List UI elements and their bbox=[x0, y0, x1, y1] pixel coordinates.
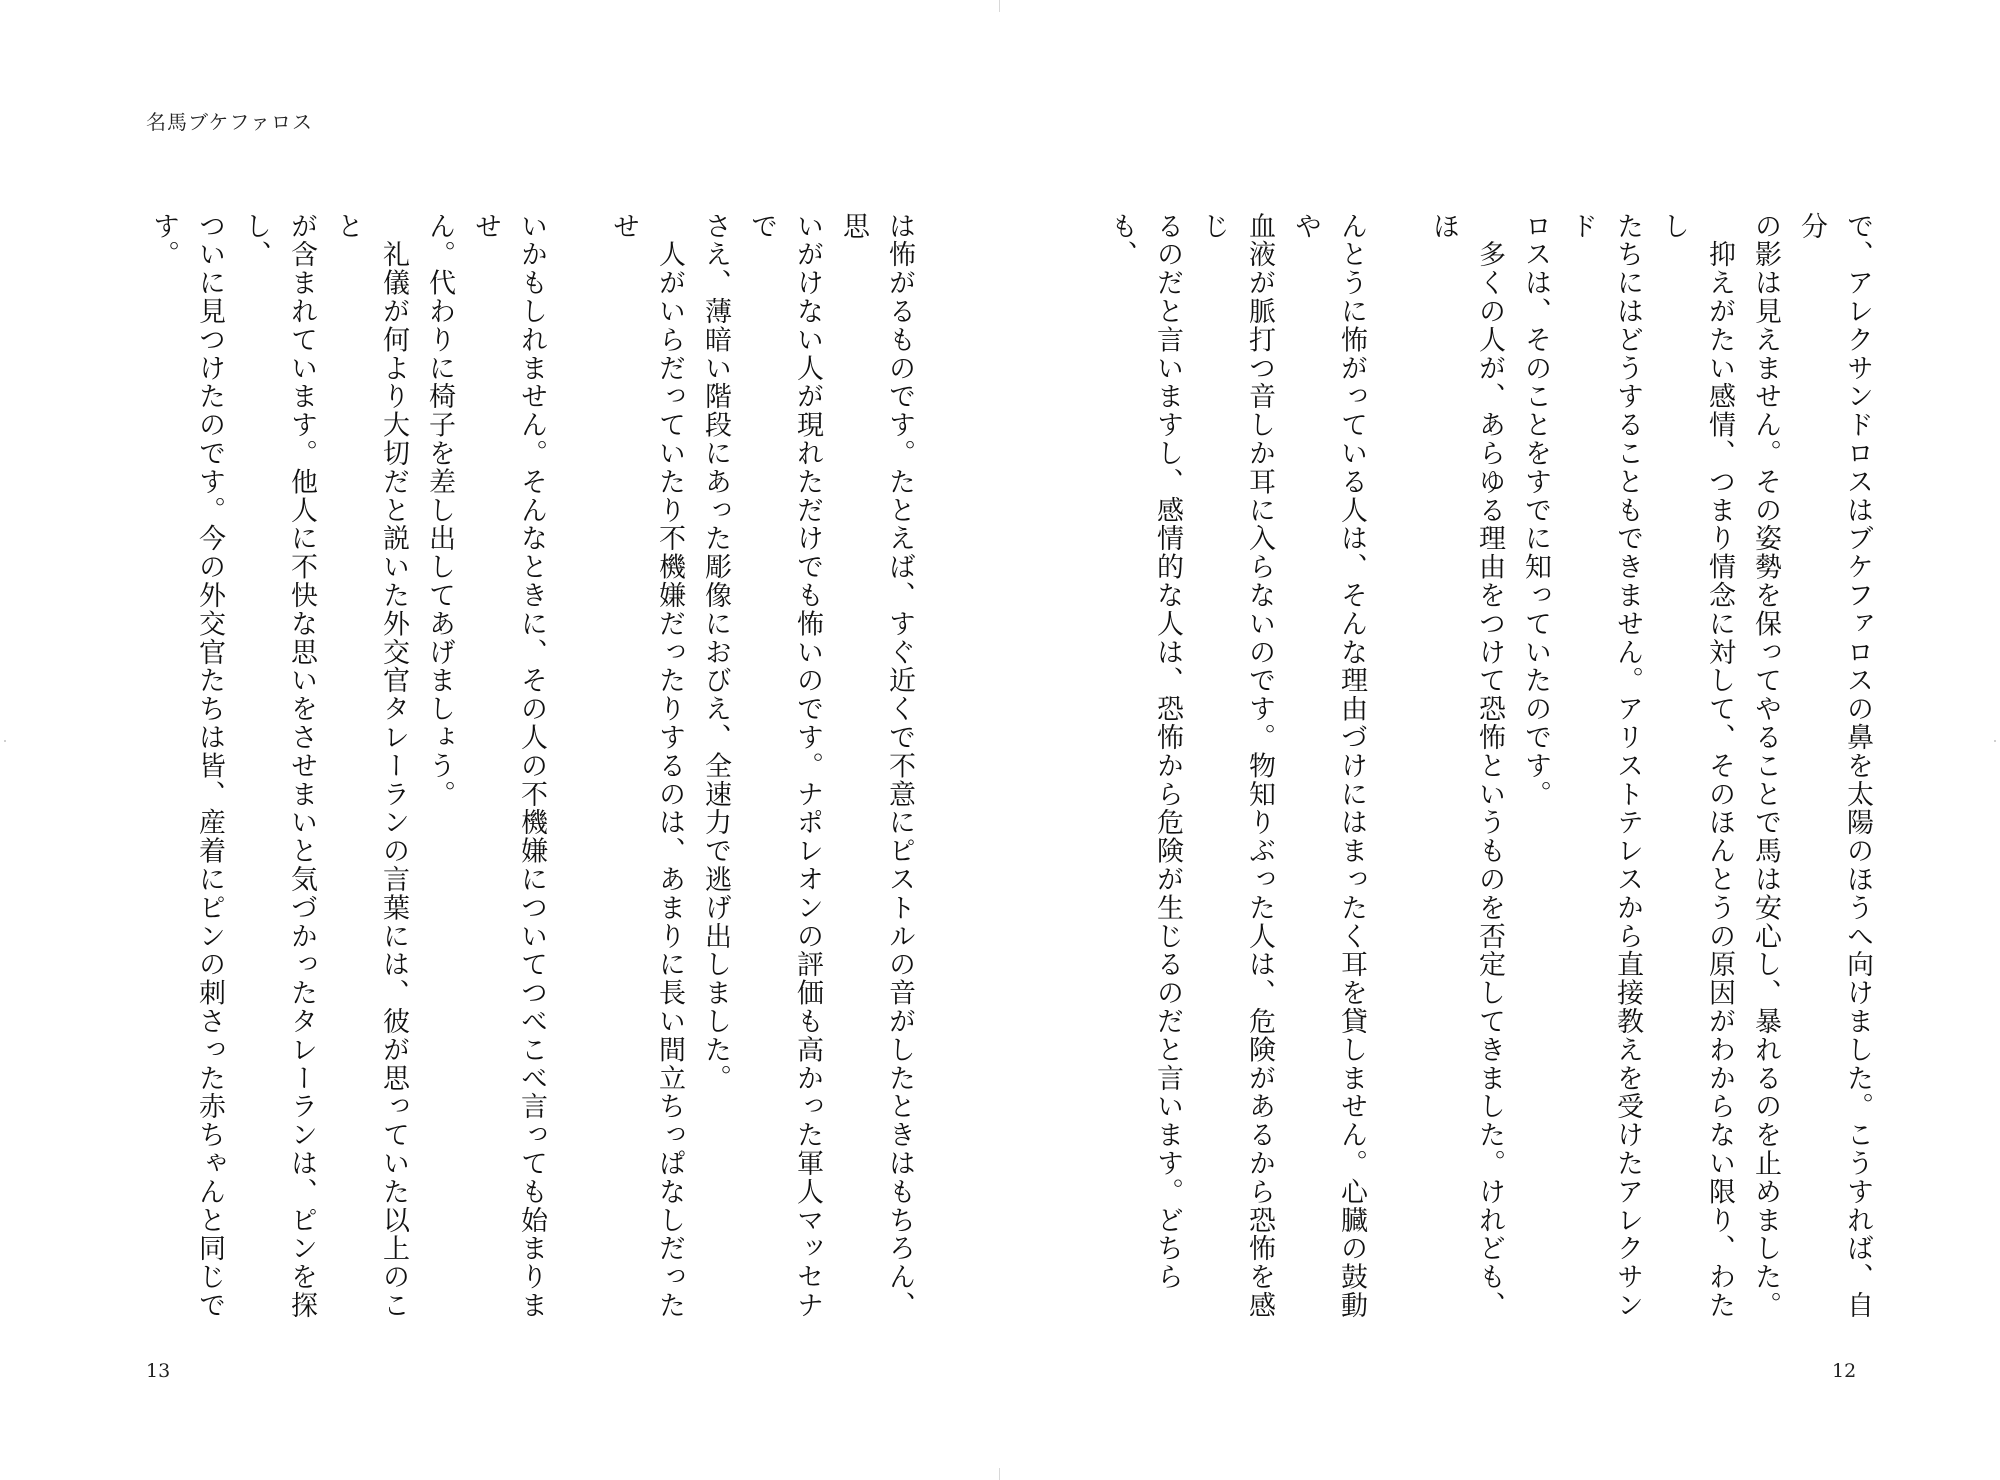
text-line: 礼儀が何より大切だと説いた外交官タレーランの言葉には、彼が思っていた以上のこと bbox=[332, 212, 409, 1320]
text-line: たちにはどうすることもできません。アリストテレスから直接教えを受けたアレクサンド bbox=[1566, 212, 1643, 1320]
text-line: 血液が脈打つ音しか耳に入らないのです。物知りぶった人は、危険があるから恐怖を感じ bbox=[1198, 212, 1275, 1320]
left-page-text bbox=[142, 212, 922, 1342]
running-head: 名馬ブケファロス bbox=[146, 110, 313, 134]
gutter-mark-top bbox=[999, 0, 1000, 12]
text-line: の影は見えません。その姿勢を保ってやることで馬は安心し、暴れるのを止めました。 bbox=[1750, 212, 1781, 1320]
text-line: 人がいらだっていたり不機嫌だったりするのは、あまりに長い間立ちっぱなしだったせ bbox=[608, 212, 685, 1320]
text-line: ついに見つけたのです。今の外交官たちは皆、産着にピンの刺さった赤ちゃんと同じです。 bbox=[148, 212, 225, 1320]
right-page-text bbox=[1100, 212, 1880, 1342]
text-line: ロスは、そのことをすでに知っていたのです。 bbox=[1520, 212, 1551, 809]
text-line: るのだと言いますし、感情的な人は、恐怖から危険が生じるのだと言います。どちらも、 bbox=[1106, 212, 1183, 1292]
page-number-right: 12 bbox=[1832, 1360, 1857, 1382]
gutter-mark-bottom bbox=[999, 1468, 1000, 1480]
text-line: で、アレクサンドロスはブケファロスの鼻を太陽のほうへ向けました。こうすれば、自分 bbox=[1796, 212, 1873, 1320]
crop-mark-right bbox=[1994, 740, 1996, 742]
text-line: は怖がるものです。たとえば、すぐ近くで不意にピストルの音がしたときはもちろん、思 bbox=[838, 212, 915, 1320]
text-line: 抑えがたい感情、つまり情念に対して、そのほんとうの原因がわからない限り、わたし bbox=[1658, 212, 1735, 1320]
text-line: が含まれています。他人に不快な思いをさせまいと気づかったタレーランは、ピンを探し、 bbox=[240, 212, 317, 1320]
text-line: んとうに怖がっている人は、そんな理由づけにはまったく耳を貸しません。心臓の鼓動や bbox=[1290, 212, 1367, 1320]
page-number-left: 13 bbox=[146, 1360, 171, 1382]
text-line: 多くの人が、あらゆる理由をつけて恐怖というものを否定してきました。けれども、ほ bbox=[1428, 212, 1505, 1320]
crop-mark-left bbox=[4, 740, 6, 742]
text-line: いがけない人が現れただけでも怖いのです。ナポレオンの評価も高かった軍人マッセナで bbox=[746, 212, 823, 1320]
text-line: いかもしれません。そんなときに、その人の不機嫌についてつべこべ言っても始まりませ bbox=[470, 212, 547, 1320]
text-line: ん。代わりに椅子を差し出してあげましょう。 bbox=[424, 212, 455, 809]
text-line: さえ、薄暗い階段にあった彫像におびえ、全速力で逃げ出しました。 bbox=[700, 212, 731, 1093]
